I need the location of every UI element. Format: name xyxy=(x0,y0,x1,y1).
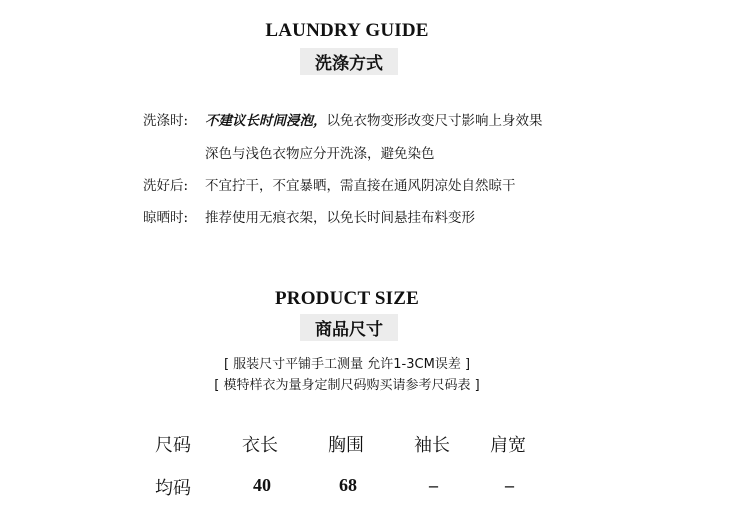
size-header-length: 衣长 xyxy=(242,435,278,456)
drying-label: 晾晒时: xyxy=(143,210,189,226)
measurement-note: [ 服装尺寸平铺手工测量 允许1-3CM误差 ] xyxy=(223,357,471,372)
after-wash-instruction xyxy=(143,174,516,194)
size-header-sleeve: 袖长 xyxy=(414,435,450,456)
size-row-size: 均码 xyxy=(155,478,191,499)
wash-label: 洗涤时: xyxy=(143,113,189,129)
size-title-cn: 商品尺寸 xyxy=(300,314,398,341)
after-wash-label: 洗好后: xyxy=(143,178,189,194)
drying-instruction xyxy=(143,206,475,226)
size-header-bust: 胸围 xyxy=(328,435,364,456)
laundry-title-en: LAUNDRY GUIDE xyxy=(265,20,429,41)
size-title-en: PRODUCT SIZE xyxy=(274,288,420,309)
wash-text: 以免衣物变形改变尺寸影响上身效果 xyxy=(326,113,543,129)
model-note: [ 模特样衣为量身定制尺码购买请参考尺码表 ] xyxy=(214,378,480,393)
size-row-length: 40 xyxy=(253,475,271,495)
after-wash-text: 不宜拧干，不宜暴晒，需直接在通风阴凉处自然晾干 xyxy=(205,178,516,194)
wash-instruction xyxy=(143,109,543,129)
wash-instruction-line2: 深色与浅色衣物应分开洗涤，避免染色 xyxy=(205,146,435,162)
size-header-shoulder: 肩宽 xyxy=(490,435,526,456)
wash-warning: 不建议长时间浸泡， xyxy=(205,113,327,129)
size-row-bust: 68 xyxy=(339,475,357,495)
size-row-sleeve: – xyxy=(429,475,438,495)
laundry-title-cn: 洗涤方式 xyxy=(300,48,398,75)
size-header-size: 尺码 xyxy=(155,435,191,456)
size-row-shoulder: – xyxy=(505,475,514,495)
drying-text: 推荐使用无痕衣架，以免长时间悬挂布料变形 xyxy=(205,210,475,226)
